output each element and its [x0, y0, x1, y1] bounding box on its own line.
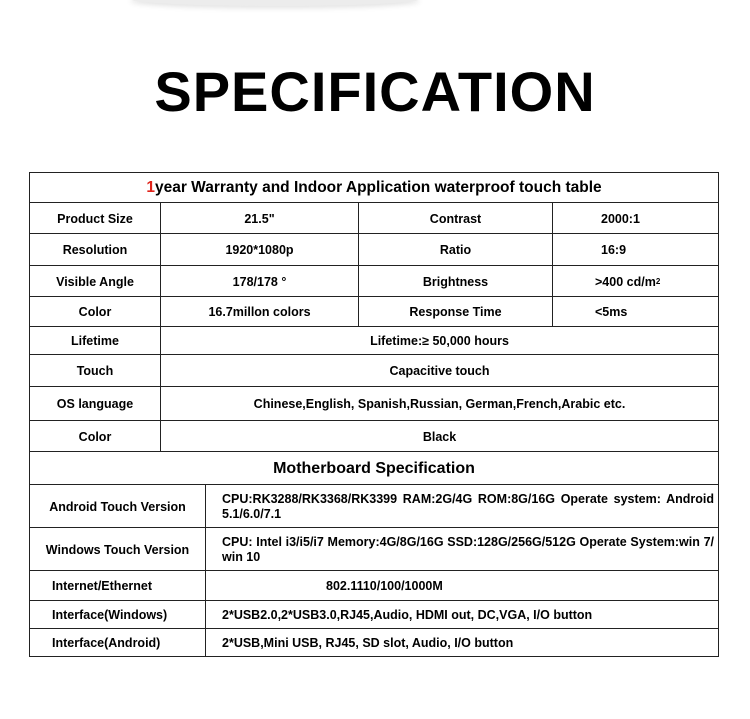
spec-label: Brightness — [358, 266, 552, 297]
warranty-banner — [30, 173, 718, 202]
spec-row — [30, 296, 718, 327]
spec-label: Touch — [76, 364, 114, 378]
page-title: SPECIFICATION — [154, 60, 596, 123]
spec-value: 1920*1080p — [160, 234, 358, 266]
spec-label: Android Touch Version — [49, 499, 186, 514]
spec-value: CPU:RK3288/RK3368/RK3399 RAM:2G/4G ROM:8G/16G Operate system: Android 5.1/6.0/7.1 — [205, 485, 718, 528]
spec-table — [29, 172, 719, 657]
spec-row — [30, 354, 718, 387]
spec-row — [30, 570, 718, 601]
spec-row — [30, 484, 718, 528]
spec-value: 2*USB,Mini USB, RJ45, SD slot, Audio, I/O button — [205, 629, 718, 657]
product-image-edge — [130, 0, 420, 6]
warranty-banner-row — [30, 173, 718, 202]
spec-row — [30, 527, 718, 571]
section-heading-row — [30, 451, 718, 485]
spec-label: Interface(Android) — [52, 636, 161, 650]
motherboard-heading: Motherboard Specification — [273, 459, 475, 477]
warranty-years: 1 — [146, 178, 155, 196]
spec-value: Capacitive touch — [160, 355, 718, 387]
spec-label: Internet/Ethernet — [52, 579, 153, 593]
spec-row — [30, 600, 718, 629]
spec-value: 2*USB2.0,2*USB3.0,RJ45,Audio, HDMI out, DC,VGA, I/O button — [205, 601, 718, 629]
spec-label: Color — [78, 429, 112, 444]
spec-label: Windows Touch Version — [45, 542, 190, 557]
spec-label: Visible Angle — [56, 274, 134, 289]
spec-value: <5ms — [552, 297, 718, 327]
spec-label: Response Time — [358, 297, 552, 327]
spec-row — [30, 420, 718, 452]
spec-row — [30, 326, 718, 355]
spec-label: Color — [78, 305, 112, 319]
spec-value: 802.1110/100/1000M — [205, 571, 718, 601]
brightness-value: >400 cd/m — [595, 274, 656, 289]
spec-value: Black — [160, 421, 718, 452]
spec-value: Lifetime:≥ 50,000 hours — [160, 327, 718, 355]
spec-label: Ratio — [358, 234, 552, 266]
spec-value: 16:9 — [552, 234, 718, 266]
spec-value: 16.7millon colors — [160, 297, 358, 327]
spec-label: OS language — [56, 397, 134, 411]
spec-value — [552, 266, 718, 297]
spec-label: Interface(Windows) — [52, 608, 168, 622]
warranty-text: year Warranty and Indoor Application waterproof touch table — [154, 178, 602, 196]
spec-value: 2000:1 — [552, 203, 718, 234]
spec-label: Product Size — [57, 211, 133, 226]
spec-row — [30, 265, 718, 297]
spec-row — [30, 233, 718, 266]
spec-label: Contrast — [358, 203, 552, 234]
spec-value: 178/178 ° — [160, 266, 358, 297]
spec-value: CPU: Intel i3/i5/i7 Memory:4G/8G/16G SSD:128G/256G/512G Operate System:win 7/ win 10 — [205, 528, 718, 571]
brightness-unit-exponent: 2 — [655, 277, 661, 286]
spec-label: Resolution — [62, 243, 128, 257]
spec-row — [30, 202, 718, 234]
spec-row — [30, 386, 718, 421]
spec-value: 21.5" — [160, 203, 358, 234]
spec-value: Chinese,English, Spanish,Russian, German,French,Arabic etc. — [160, 387, 718, 421]
spec-label: Lifetime — [71, 334, 119, 348]
spec-row — [30, 628, 718, 657]
